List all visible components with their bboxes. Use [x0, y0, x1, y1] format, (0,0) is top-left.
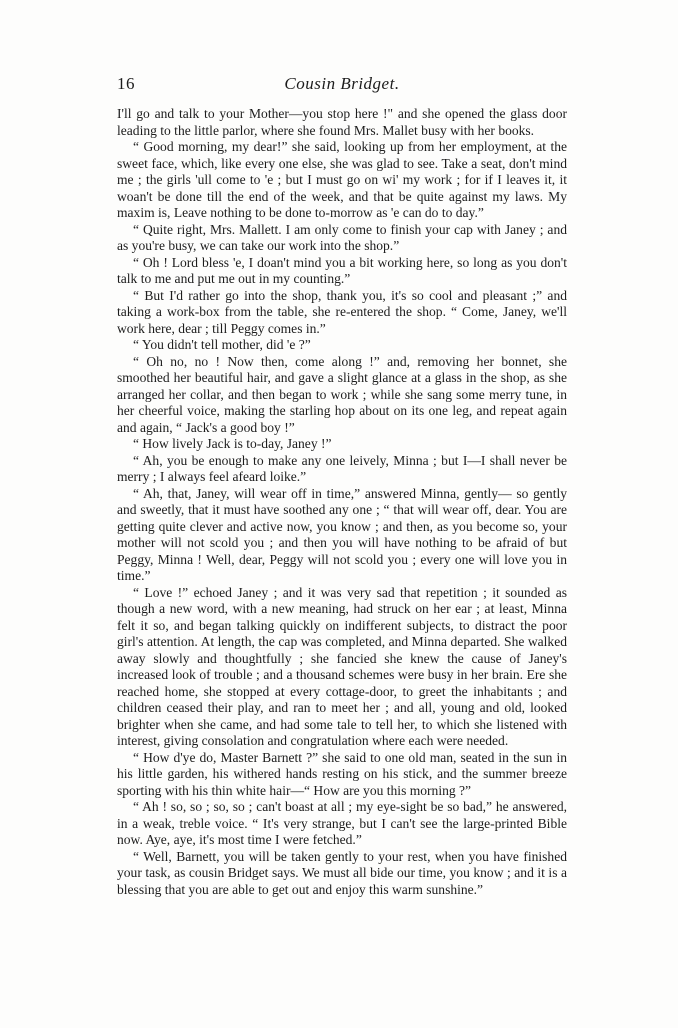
page-number: 16 [117, 74, 135, 93]
paragraph: “ Good morning, my dear!” she said, looking up from her employment, at the sweet face, which, like every one else, she was glad to see. Take a seat, don't mind me ; the girls 'ull come to 'e ; but I must go on wi' my work ; for if I leaves it, it woan't be done till the end of the week, and that be quite against my laws. My maxim is, Leave nothing to be done to-morrow as 'e can do to day.” [117, 139, 567, 220]
paragraph: “ Ah ! so, so ; so, so ; can't boast at all ; my eye-sight be so bad,” he answered, in a weak, treble voice. “ It's very strange, but I can't see the large-printed Bible now. Aye, aye, it's most time I were fetched.” [117, 799, 567, 847]
paragraph: I'll go and talk to your Mother—you stop here !" and she opened the glass door leading to the little parlor, where she found Mrs. Mallet busy with her books. [117, 106, 567, 138]
paragraph: “ Quite right, Mrs. Mallett. I am only come to finish your cap with Janey ; and as you're busy, we can take our work into the shop.” [117, 221, 567, 253]
paragraph: “ But I'd rather go into the shop, thank you, it's so cool and pleasant ;” and taking a work-box from the table, she re-entered the shop. “ Come, Janey, we'll work here, dear ; till Peggy comes in.” [117, 287, 567, 336]
body-text [117, 106, 567, 898]
paragraph: “ How d'ye do, Master Barnett ?” she said to one old man, seated in the sun in his little garden, his withered hands resting on his stick, and the summer breeze sporting with his thin white hair—“ How are you this morning ?” [117, 749, 567, 798]
page-header [117, 74, 567, 96]
running-title: Cousin Bridget. [284, 74, 400, 93]
paragraph: “ Love !” echoed Janey ; and it was very sad that repetition ; it sounded as though a new word, with a new meaning, had struck on her ear ; at least, Minna felt it so, and began talking quickly on indifferent subjects, to distract the poor girl's attention. At length, the cap was completed, and Minna departed. She walked away slowly and thoughtfully ; she fancied she knew the cause of Janey's increased look of trouble ; and a thousand schemes were busy in her brain. Ere she reached home, she stopped at every cottage-door, to greet the inhabitants ; and children ceased their play, and ran to meet her ; and all, young and old, looked brighter when she came, and had some tale to tell her, to which she listened with interest, giving consolation and congratulation where each were needed. [117, 584, 567, 748]
paragraph: “ How lively Jack is to-day, Janey !” [133, 436, 332, 451]
paragraph: “ Well, Barnett, you will be taken gently to your rest, when you have finished your task, as cousin Bridget says. We must all bide our time, you know ; and it is a blessing that you are able to get out and enjoy this warm sunshine.” [117, 848, 567, 897]
paragraph: “ Ah, you be enough to make any one leively, Minna ; but I—I shall never be merry ; I always feel afeard loike.” [117, 452, 567, 484]
paragraph: “ Ah, that, Janey, will wear off in time,” answered Minna, gently— so gently and sweetly, that it must have soothed any one ; “ that will wear off, dear. You are getting quite clever and active now, you know ; and then, as you become so, your mother will not scold you ; and then you will have nothing to be afraid of but Peggy, Minna ! Well, dear, Peggy will not scold you ; every one will love you in time.” [117, 485, 567, 583]
paragraph: “ Oh no, no ! Now then, come along !” and, removing her bonnet, she smoothed her beautiful hair, and gave a slight glance at a glass in the shop, as she arranged her collar, and then began to work ; while she sang some merry tune, in her cheerful voice, making the starling hop about on its one leg, and repeat again and again, “ Jack's a good boy !” [117, 353, 567, 435]
paragraph: “ Oh ! Lord bless 'e, I doan't mind you a bit working here, so long as you don't talk to me and put me out in my counting.” [117, 254, 567, 286]
paragraph: “ You didn't tell mother, did 'e ?” [133, 337, 311, 352]
